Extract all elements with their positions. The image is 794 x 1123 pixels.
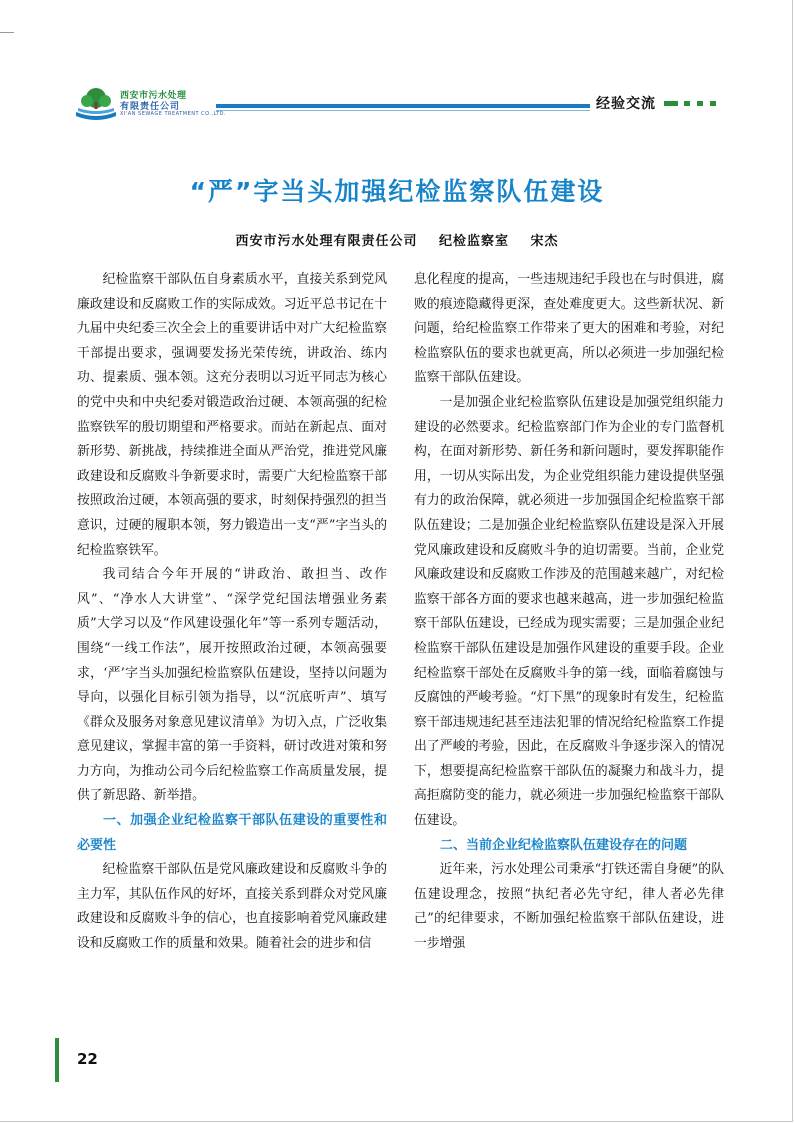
article-title: “严”字当头加强纪检监察队伍建设: [189, 177, 605, 206]
left-column: [77, 268, 387, 957]
section-heading: 二、当前企业纪检监察队伍建设存在的问题: [440, 837, 688, 853]
byline-department: 纪检监察室: [438, 234, 509, 249]
company-emblem-icon: [74, 84, 118, 122]
page-number: 22: [77, 1050, 98, 1068]
paragraph: 我司结合今年开展的“讲政治、敢担当、改作风”、“净水人大讲堂”、“深学党纪国法增强业务素质”大学习以及“作风建设强化年”等一系列专题活动，围绕“一线工作法”，展开按照政治过硬，本领高强要求，‘严’字当头加强纪检监察队伍建设，坚持以问题为导向，以强化目标引领为指导，以“沉底听声”、填写《群众及服务对象意见建议清单》为切入点，广泛收集意见建议，掌握丰富的第一手资料，研讨改进对策和努力方向，为推动公司今后纪检监察工作高质量发展，提供了新思路、新举措。: [77, 567, 387, 804]
paragraph: 纪检监察干部队伍是党风廉政建设和反腐败斗争的主力军，其队伍作风的好坏，直接关系到群众对党风廉政建设和反腐败斗争的信心，也直接影响着党风廉政建设和反腐败工作的质量和效果。随着社会的进步和信: [77, 862, 387, 952]
header-dash: [697, 101, 703, 106]
paragraph: 近年来，污水处理公司秉承“打铁还需自身硬”的队伍建设理念，按照“执纪者必先守纪，律人者必先律己”的纪律要求，不断加强纪检监察干部队伍建设，进一步增强: [414, 862, 724, 952]
byline-author: 宋杰: [530, 234, 559, 249]
paragraph: 纪检监察干部队伍自身素质水平，直接关系到党风廉政建设和反腐败工作的实际成效。习近平总书记在十九届中央纪委三次全会上的重要讲话中对广大纪检监察干部提出要求，强调要发扬光荣传统，讲政治、练内功、提素质、强本领。这充分表明以习近平同志为核心的党中央和中央纪委对锻造政治过硬、本领高强的纪检监察铁军的殷切期望和严格要求。而站在新起点、面对新形势、新挑战，持续推进全面从严治党，推进党风廉政建设和反腐败斗争新要求时，需要广大纪检监察干部按照政治过硬，本领高强的要求，时刻保持强烈的担当意识，过硬的履职本领，努力锻造出一支“严”字当头的纪检监察铁军。: [77, 272, 387, 558]
header-dash: [684, 101, 690, 106]
right-column: [414, 268, 724, 957]
article-byline: [0, 230, 794, 249]
section-label: 经验交流: [596, 96, 656, 112]
paragraph: 一是加强企业纪检监察队伍建设是加强党组织能力建设的必然要求。纪检监察部门作为企业的专门监督机构，在面对新形势、新任务和新问题时，要发挥职能作用，一切从实际出发，为企业党组织能力建设提供坚强有力的政治保障，就必须进一步加强国企纪检监察干部队伍建设；二是加强企业纪检监察队伍建设是深入开展党风廉政建设和反腐败斗争的迫切需要。当前，企业党风廉政建设和反腐败工作涉及的范围越来越广，对纪检监察干部各方面的要求也越来越高，进一步加强纪检监察干部队伍建设，已经成为现实需要；三是加强企业纪检监察干部队伍建设是加强作风建设的重要手段。企业纪检监察干部处在反腐败斗争的第一线，面临着腐蚀与反腐蚀的严峻考验。“灯下黑”的现象时有发生，纪检监察干部违规违纪甚至违法犯罪的情况给纪检监察工作提出了严峻的考验，因此，在反腐败斗争逐步深入的情况下，想要提高纪检监察干部队伍的凝聚力和战斗力，提高拒腐防变的能力，就必须进一步加强纪检监察干部队伍建设。: [414, 394, 724, 829]
section-heading: 一、加强企业纪检监察干部队伍建设的重要性和必要性: [77, 813, 387, 853]
logo-text-company: 有限责任公司: [120, 102, 181, 112]
logo-text-english: XI'AN SEWAGE TREATMENT CO.,LTD.: [120, 111, 227, 117]
header-dash: [710, 101, 716, 106]
byline-organization: 西安市污水处理有限责任公司: [235, 234, 418, 249]
page-number-marker: [55, 1038, 59, 1082]
paragraph-continued: 息化程度的提高，一些违规违纪手段也在与时俱进，腐败的痕迹隐藏得更深，查处难度更大。这些新状况、新问题，给纪检监察工作带来了更大的困难和考验，对纪检监察队伍的要求也就更高，所以必须进一步加强纪检监察干部队伍建设。: [414, 272, 724, 386]
company-logo: [74, 84, 227, 124]
crop-mark: [0, 32, 14, 33]
header-rule-thin: [216, 110, 590, 111]
header-dash: [664, 101, 678, 106]
logo-text-name: 西安市污水处理: [120, 91, 187, 101]
header-rule: [216, 104, 590, 108]
